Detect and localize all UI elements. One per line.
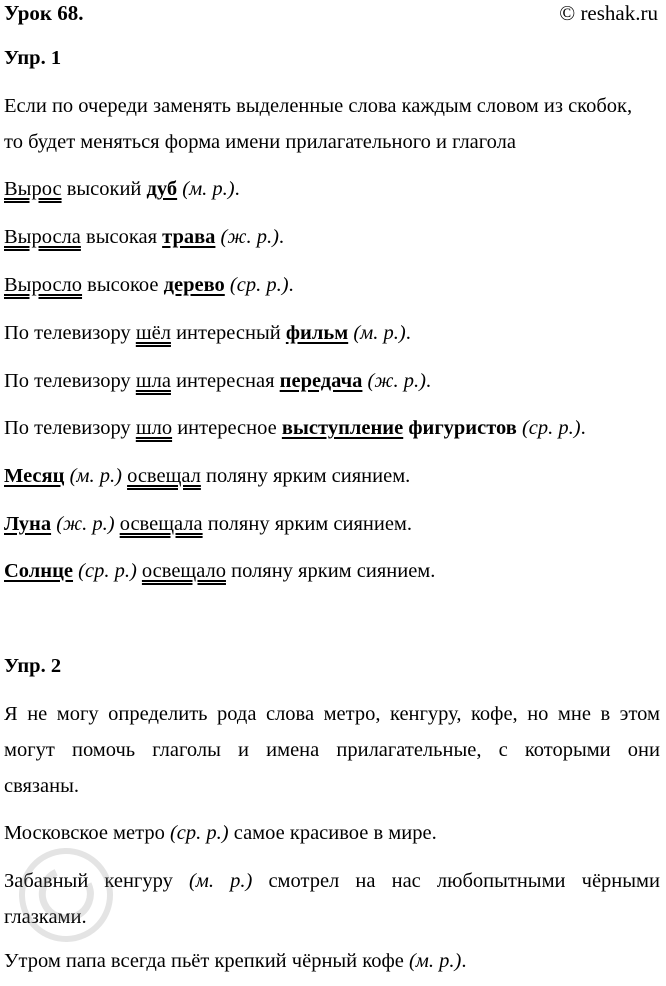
exercise-2-para-line-2: могут помочь глаголы и имена прилагательные, с которыми они — [4, 739, 660, 761]
noun: трава — [162, 226, 216, 248]
gender-note: (ср. р.) — [516, 417, 581, 439]
adjective: высокая — [80, 226, 163, 248]
noun: Луна — [4, 513, 52, 535]
prefix: Забавный кенгуру — [4, 870, 189, 892]
period: . — [234, 178, 240, 200]
example-line-8 — [4, 511, 660, 537]
example-line-3 — [4, 272, 660, 298]
exercise-2-sentence-1 — [4, 820, 660, 846]
noun: передача — [279, 370, 363, 392]
exercise-2-title: Упр. 2 — [4, 655, 62, 677]
verb: освещал — [127, 465, 201, 487]
gender-note: (м. р.) — [177, 178, 235, 200]
rest: поляну ярким сиянием. — [225, 560, 436, 582]
noun: фильм — [285, 322, 349, 344]
gender-note: (ср. р.) — [169, 822, 229, 844]
verb: шла — [135, 370, 171, 392]
gender-note: (м. р.) — [64, 465, 128, 487]
gender-note: (ж. р.) — [215, 226, 279, 248]
adjective: интересная — [170, 370, 280, 392]
period: . — [288, 274, 294, 296]
verb: Выросло — [4, 274, 83, 296]
verb: освещала — [119, 513, 203, 535]
period: . — [580, 417, 586, 439]
exercise-1-intro-line-2: то будет меняться форма имени прилагательного и глагола — [4, 131, 516, 153]
prefix: По телевизору — [4, 417, 136, 439]
noun: выступление — [281, 417, 404, 439]
period: . — [425, 370, 432, 392]
noun: Солнце — [4, 560, 74, 582]
rest: смотрел на нас любопытными чёрными — [252, 870, 660, 892]
prefix: Московское метро — [4, 822, 170, 844]
period: . — [461, 950, 467, 972]
example-line-2 — [4, 224, 660, 250]
noun: дуб — [146, 178, 178, 200]
rest: самое красивое в мире. — [228, 822, 437, 844]
gender-note: (м. р.) — [188, 870, 253, 892]
rest: поляну ярким сиянием. — [200, 465, 411, 487]
source-credit: © reshak.ru — [559, 1, 658, 25]
prefix: По телевизору — [4, 322, 136, 344]
gender-note: (ж. р.) — [51, 513, 120, 535]
noun-complement: фигуристов — [403, 417, 517, 439]
adjective: высокое — [82, 274, 164, 296]
verb: освещало — [141, 560, 226, 582]
adjective: интересный — [170, 322, 286, 344]
gender-note: (м. р.) — [408, 950, 462, 972]
exercise-2-para-line-1: Я не могу определить рода слова метро, кенгуру, кофе, но мне в этом — [4, 703, 660, 725]
adjective: высокий — [61, 178, 147, 200]
gender-note: (ср. р.) — [73, 560, 142, 582]
exercise-2-para-line-3: связаны. — [4, 775, 80, 797]
period: . — [278, 226, 285, 248]
exercise-2-sentence-3 — [4, 948, 660, 974]
rest: поляну ярким сиянием. — [202, 513, 413, 535]
example-line-4 — [4, 320, 660, 346]
exercise-1-title: Упр. 1 — [4, 47, 62, 69]
example-line-6 — [4, 415, 660, 441]
example-line-5 — [4, 368, 660, 394]
adjective: интересное — [172, 417, 282, 439]
verb: шло — [135, 417, 173, 439]
exercise-1-intro-line-1: Если по очереди заменять выделенные слова каждым словом из скобок, — [4, 95, 633, 117]
verb: Выросла — [4, 226, 81, 248]
period: . — [405, 322, 411, 344]
lesson-title: Урок 68. — [4, 1, 84, 25]
prefix: Утром папа всегда пьёт крепкий чёрный кофе — [4, 950, 409, 972]
example-line-7 — [4, 463, 660, 489]
gender-note: (м. р.) — [348, 322, 406, 344]
gender-note: (ср. р.) — [224, 274, 289, 296]
exercise-2-sentence-2-line-1 — [4, 868, 660, 894]
noun: Месяц — [4, 465, 65, 487]
noun: дерево — [163, 274, 225, 296]
verb: шёл — [135, 322, 171, 344]
prefix: По телевизору — [4, 370, 136, 392]
gender-note: (ж. р.) — [362, 370, 426, 392]
example-line-1 — [4, 176, 660, 202]
example-line-9 — [4, 558, 660, 584]
exercise-2-sentence-2-line-2: глазками. — [4, 906, 87, 928]
verb: Вырос — [4, 178, 62, 200]
